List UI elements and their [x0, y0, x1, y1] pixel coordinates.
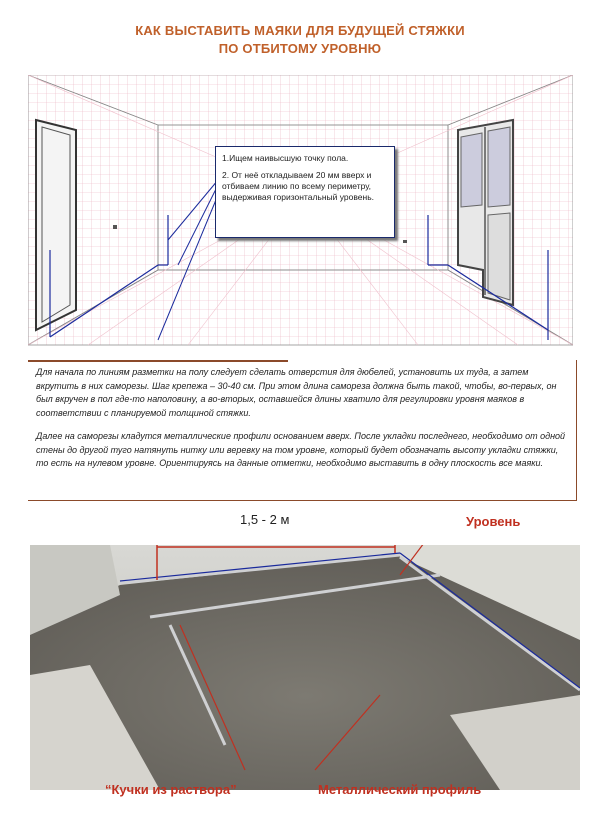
paragraph-1: Для начала по линиям разметки на полу следует сделать отверстия для дюбелей, установить их туда, а затем вкрутить в них саморезы. Шаг крепежа – 30-40 см. При этом длина самореза должна быть такой, чтобы, во-первых, он был вкручен в пол где-то наполовину, а во-вторых, оставшейся длины хватило для регулировки уровня маяков в соответствии с планируемой толщиной стяжки. [36, 367, 557, 418]
mortar-heaps-label: “Кучки из раствора” [105, 782, 237, 797]
floor-photo [30, 545, 580, 790]
title-line-2: ПО ОТБИТОМУ УРОВНЮ [218, 41, 382, 56]
title-line-1: КАК ВЫСТАВИТЬ МАЯКИ ДЛЯ БУДУЩЕЙ СТЯЖКИ [135, 23, 465, 38]
instruction-text-frame [28, 360, 577, 501]
page-title [0, 22, 600, 58]
paragraph-2: Далее на саморезы кладутся металлические профили основанием вверх. После укладки последнего, необходимо от одной стены до другой туго натянуть нитку или веревку на том уровне, который будет обозначать высоту укладки стяжки, то есть на нулевом уровне. Ориентируясь на данные отметки, необходимо выставить в одну плоскость все маяки. [36, 431, 566, 468]
metal-profile-label: Металлический профиль [318, 782, 482, 797]
frame-top-bar [28, 360, 288, 362]
callout-step-2: 2. От неё откладываем 20 мм вверх и отбиваем линию по всему периметру, выдерживая горизонтальный уровень. [222, 170, 374, 202]
callout-step-1: 1.Ищем наивысшую точку пола. [222, 153, 349, 163]
instruction-callout [215, 146, 395, 238]
dimension-label: 1,5 - 2 м [240, 512, 290, 527]
level-label: Уровень [466, 514, 521, 529]
door-icon [36, 120, 76, 330]
